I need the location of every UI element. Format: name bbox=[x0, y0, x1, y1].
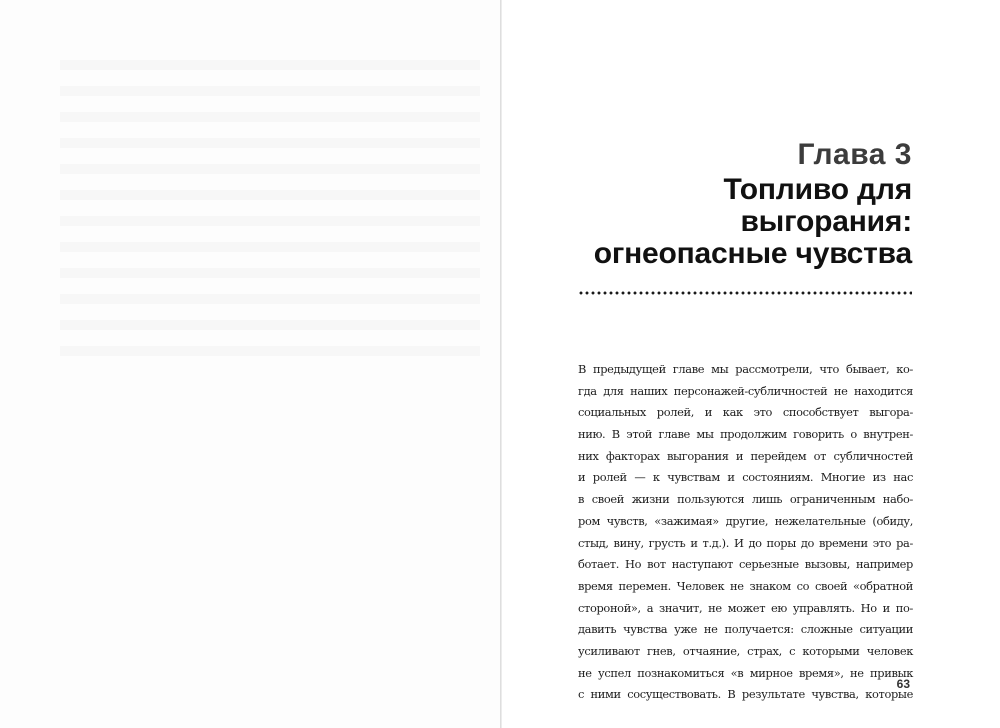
text-line: стороной», а значит, не может ею управлять. Но и по- bbox=[578, 600, 913, 615]
chapter-number: Глава 3 bbox=[797, 138, 912, 171]
chapter-heading bbox=[594, 136, 912, 270]
text-line: ром чувств, «зажимая» другие, нежелательные (обиду, bbox=[578, 513, 913, 528]
chapter-title-line: огнеопасные чувства bbox=[593, 237, 912, 270]
text-line: гда для наших персонажей-субличностей не находится bbox=[578, 383, 913, 398]
text-line: давить чувства уже не получается: сложные ситуации bbox=[578, 622, 913, 637]
text-line: и ролей — к чувствам и состояниям. Многие из нас bbox=[578, 470, 913, 485]
text-line: ботает. Но вот наступают серьезные вызовы, например bbox=[578, 557, 913, 572]
body-paragraph bbox=[578, 359, 913, 706]
show-through-text bbox=[60, 60, 480, 360]
text-line: время перемен. Человек не знаком со своей «обратной bbox=[578, 578, 913, 593]
text-line: с ними сосуществовать. В результате чувства, которые bbox=[578, 687, 913, 702]
page-number: 63 bbox=[896, 677, 910, 691]
text-line: не успел познакомиться «в мирное время», не привык bbox=[578, 665, 913, 680]
text-line: социальных ролей, и как это способствует выгора- bbox=[578, 405, 913, 420]
chapter-title-line: выгорания: bbox=[740, 205, 912, 238]
text-line: усиливают гнев, отчаяние, страх, с которыми человек bbox=[578, 643, 913, 658]
text-line: в своей жизни пользуются лишь ограниченным набо- bbox=[578, 492, 913, 507]
chapter-title-line: Топливо для bbox=[723, 173, 912, 206]
text-line: них факторах выгорания и перейдем от субличностей bbox=[578, 448, 913, 463]
text-line: нию. В этой главе мы продолжим говорить о внутрен- bbox=[578, 427, 913, 442]
text-line: В предыдущей главе мы рассмотрели, что бывает, ко- bbox=[578, 362, 913, 376]
text-line: стыд, вину, грусть и т.д.). И до поры до времени это ра- bbox=[578, 535, 913, 550]
dotted-divider bbox=[578, 291, 912, 295]
